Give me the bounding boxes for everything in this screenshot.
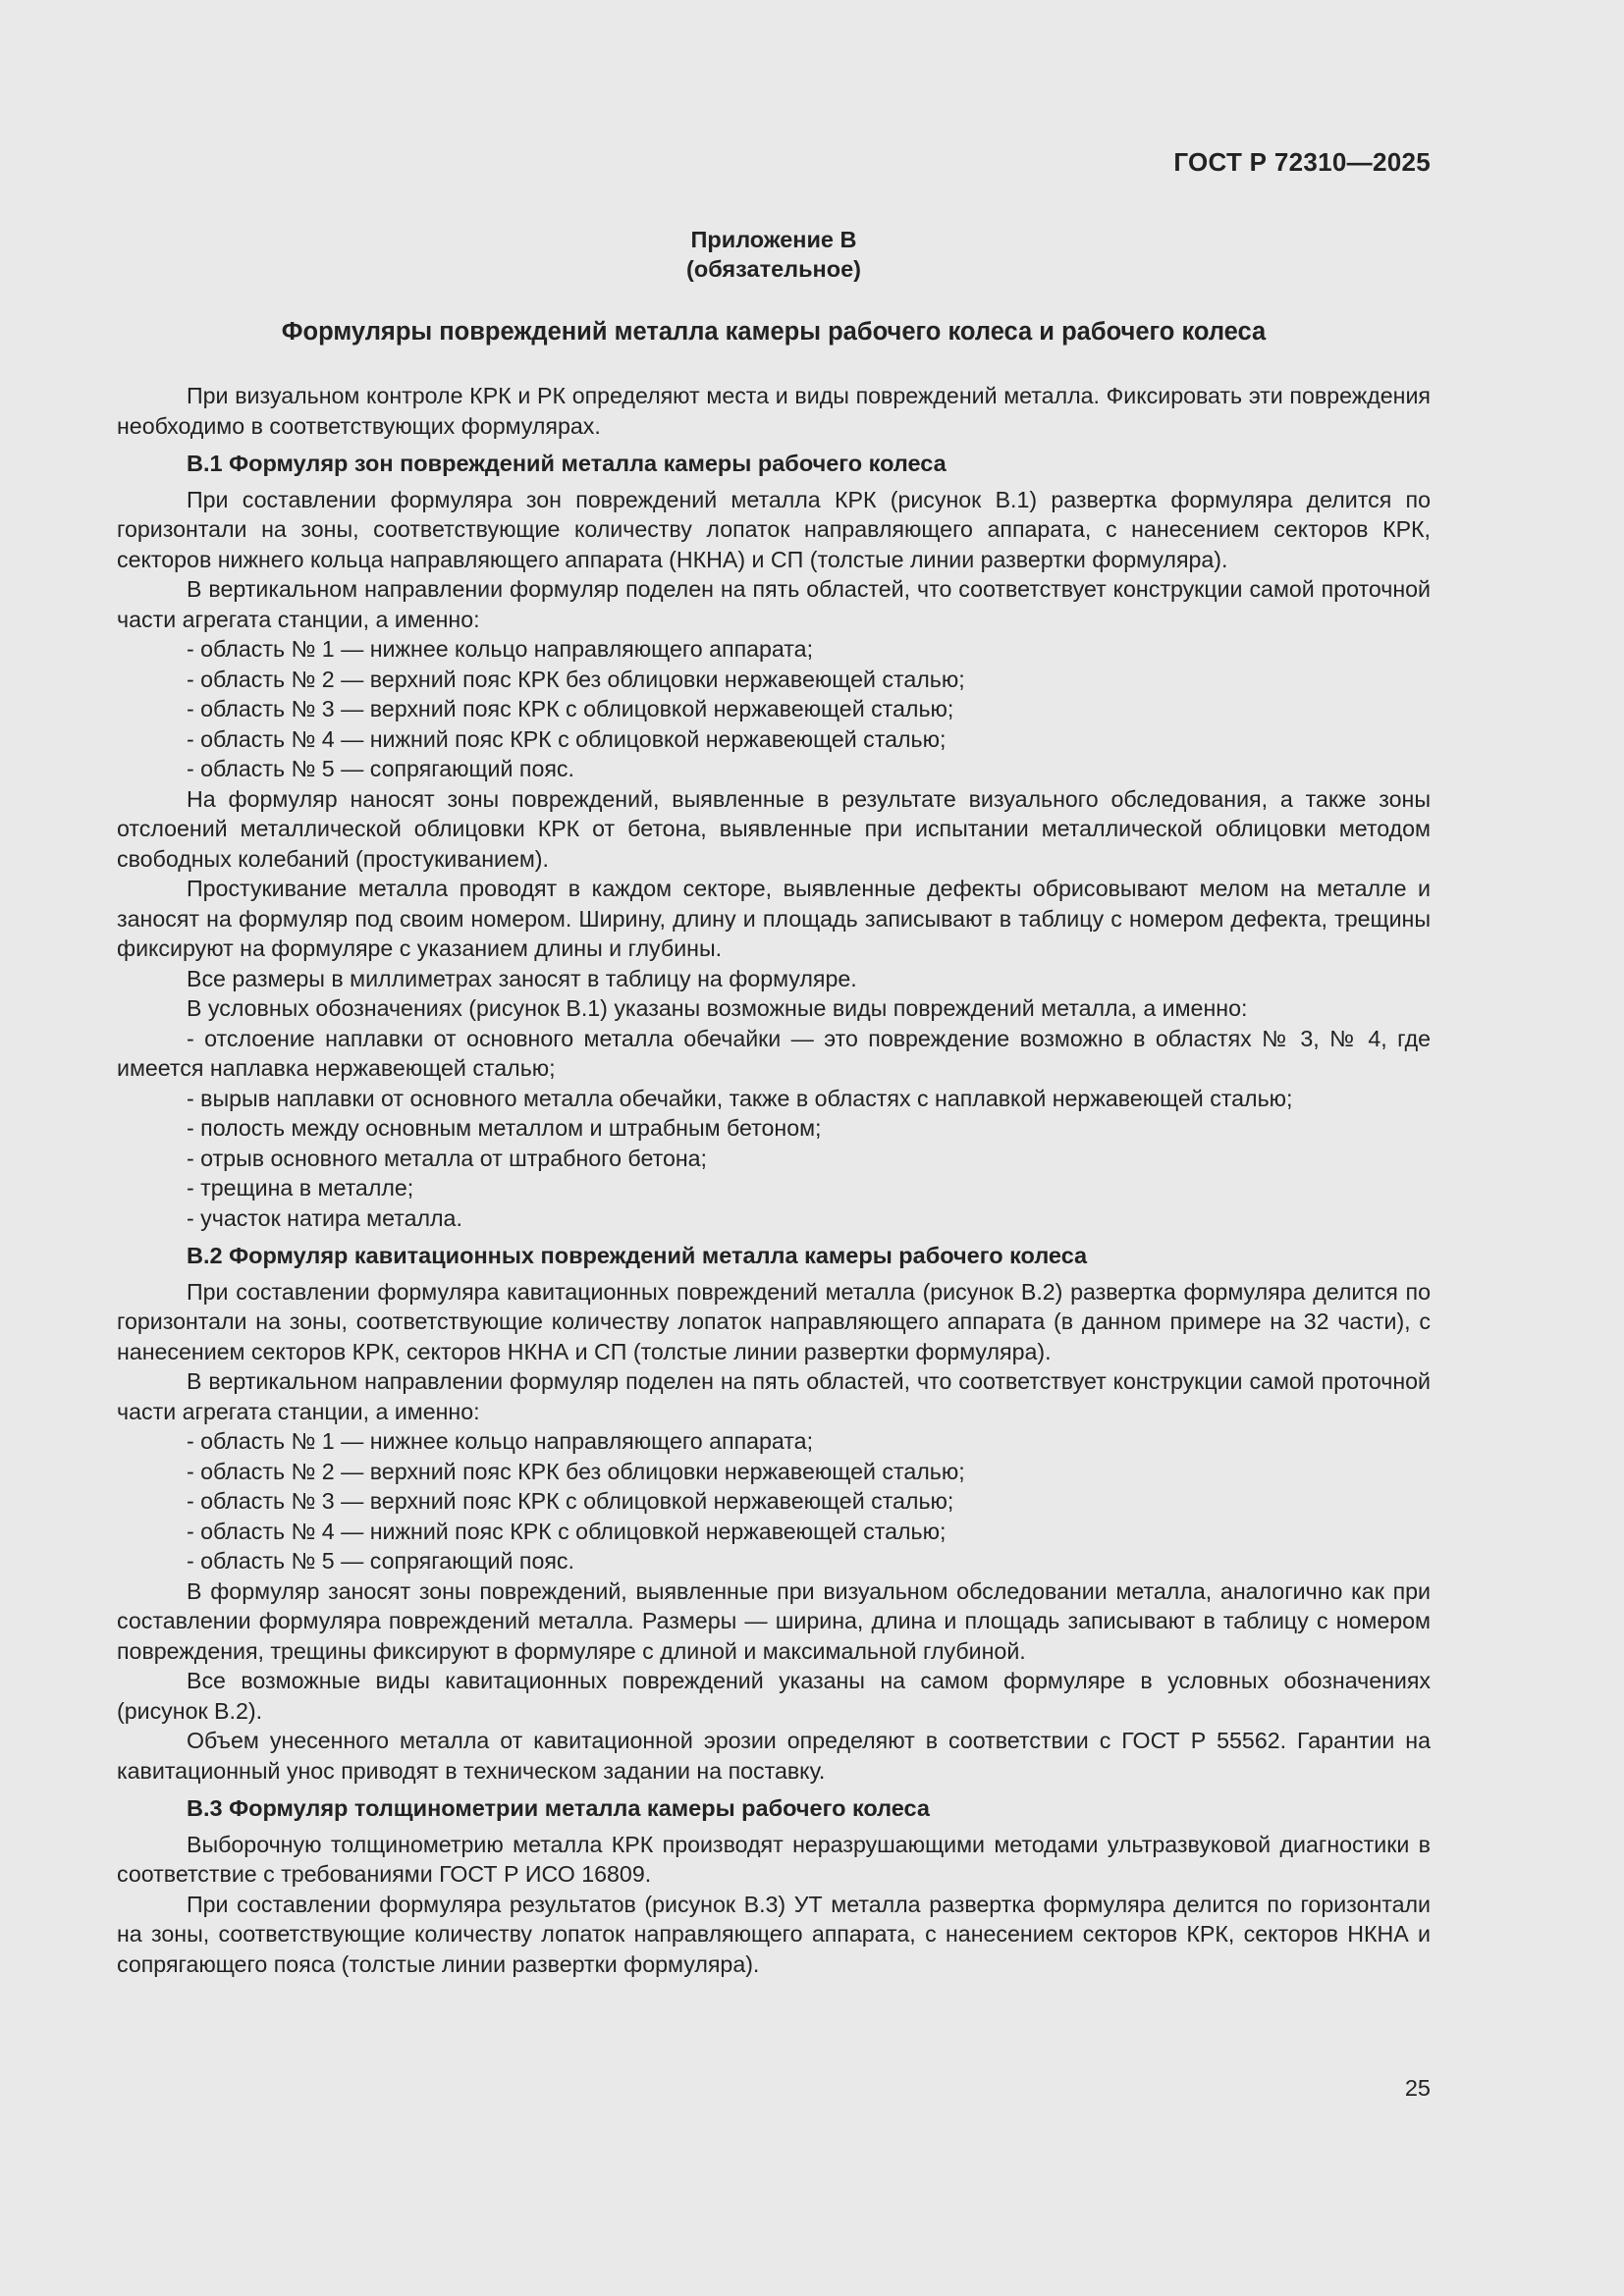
paragraph: В вертикальном направлении формуляр поделен на пять областей, что соответствует конструкции самой проточной части агрегата станции, а именно:: [117, 576, 1431, 632]
list-item: - отрыв основного металла от штрабного бетона;: [187, 1145, 707, 1171]
section-b3-heading: В.3 Формуляр толщинометрии металла камеры рабочего колеса: [187, 1795, 930, 1821]
appendix-title: Приложение В: [690, 227, 857, 252]
section-b1-heading: В.1 Формуляр зон повреждений металла камеры рабочего колеса: [187, 451, 947, 476]
paragraph: При составлении формуляра кавитационных повреждений металла (рисунок В.2) развертка формуляра делится по горизонтали на зоны, соответствующие количеству лопаток направляющего аппарата (в данном примере на 32 части), с нанесением секторов КРК, секторов НКНА и СП (толстые линии развертки формуляра).: [117, 1278, 1431, 1364]
list-item: - область № 1 — нижнее кольцо направляющего аппарата;: [187, 1428, 814, 1454]
list-item: - область № 3 — верхний пояс КРК с облицовкой нержавеющей сталью;: [187, 696, 954, 721]
list-item: - область № 4 — нижний пояс КРК с облицовкой нержавеющей сталью;: [187, 725, 947, 752]
paragraph: Выборочную толщинометрию металла КРК производят неразрушающими методами ультразвуковой диагностики в соответствие с требованиями ГОСТ Р ИСО 16809.: [117, 1831, 1431, 1887]
paragraph: При составлении формуляра зон повреждений металла КРК (рисунок В.1) развертка формуляра делится по горизонтали на зоны, соответствующие количеству лопаток направляющего аппарата, с нанесением секторов КРК, секторов нижнего кольца направляющего аппарата (НКНА) и СП (толстые линии развертки формуляра).: [117, 486, 1431, 572]
paragraph: Простукивание металла проводят в каждом секторе, выявленные дефекты обрисовывают мелом на металле и заносят на формуляр под своим номером. Ширину, длину и площадь записывают в таблицу с номером дефекта, трещины фиксируют на формуляре с указанием длины и глубины.: [117, 876, 1431, 961]
list-item: - область № 4 — нижний пояс КРК с облицовкой нержавеющей сталью;: [187, 1518, 947, 1544]
list-item: - область № 5 — сопрягающий пояс.: [187, 756, 574, 781]
paragraph: В условных обозначениях (рисунок В.1) указаны возможные виды повреждений металла, а именно:: [187, 995, 1248, 1021]
paragraph: В формуляр заносят зоны повреждений, выявленные при визуальном обследовании металла, аналогично как при составлении формуляра повреждений металла. Размеры — ширина, длина и площадь записывают в таблицу с номером повреждения, трещины фиксируют в формуляре с длиной и максимальной глубиной.: [117, 1577, 1431, 1664]
paragraph: В вертикальном направлении формуляр поделен на пять областей, что соответствует конструкции самой проточной части агрегата станции, а именно:: [117, 1368, 1431, 1424]
appendix-status: (обязательное): [686, 256, 861, 282]
document-id: ГОСТ Р 72310—2025: [1173, 147, 1431, 177]
list-item: - область № 2 — верхний пояс КРК без облицовки нержавеющей сталью;: [187, 666, 965, 692]
paragraph: При составлении формуляра результатов (рисунок В.3) УТ металла развертка формуляра делится по горизонтали на зоны, соответствующие количеству лопаток направляющего аппарата, с нанесением секторов КРК, секторов НКНА и сопрягающего пояса (толстые линии развертки формуляра).: [117, 1891, 1431, 1977]
list-item: - полость между основным металлом и штрабным бетоном;: [187, 1115, 822, 1141]
list-item: - область № 2 — верхний пояс КРК без облицовки нержавеющей сталью;: [187, 1458, 965, 1484]
section-b2-heading: В.2 Формуляр кавитационных повреждений металла камеры рабочего колеса: [187, 1243, 1088, 1268]
list-item: - область № 3 — верхний пояс КРК с облицовкой нержавеющей сталью;: [187, 1488, 954, 1514]
list-item: - вырыв наплавки от основного металла обечайки, также в областях с наплавкой нержавеющей сталью;: [187, 1085, 1293, 1111]
document-page: [117, 0, 1431, 2296]
paragraph: Все размеры в миллиметрах заносят в таблицу на формуляре.: [187, 965, 857, 991]
list-item: - область № 1 — нижнее кольцо направляющего аппарата;: [187, 636, 814, 662]
page-number: 25: [1404, 2075, 1431, 2101]
intro-paragraph: При визуальном контроле КРК и РК определяют места и виды повреждений металла. Фиксировать эти повреждения необходимо в соответствующих формулярах.: [117, 383, 1431, 439]
list-item: - участок натира металла.: [187, 1204, 462, 1231]
appendix-main-title: Формуляры повреждений металла камеры рабочего колеса и рабочего колеса: [281, 318, 1267, 346]
list-item: - область № 5 — сопрягающий пояс.: [187, 1548, 574, 1574]
list-item: - трещина в металле;: [187, 1175, 414, 1201]
list-item: - отслоение наплавки от основного металла обечайки — это повреждение возможно в областях № 3, № 4, где имеется наплавка нержавеющей сталью;: [117, 1025, 1431, 1081]
document-body: [117, 381, 1431, 1979]
paragraph: На формуляр наносят зоны повреждений, выявленные в результате визуального обследования, а также зоны отслоений металлической облицовки КРК от бетона, выявленные при испытании металлической облицовки методом свободных колебаний (простукиванием).: [117, 785, 1431, 872]
paragraph: Все возможные виды кавитационных повреждений указаны на самом формуляре в условных обозначениях (рисунок В.2).: [117, 1668, 1431, 1724]
paragraph: Объем унесенного металла от кавитационной эрозии определяют в соответствии с ГОСТ Р 55562. Гарантии на кавитационный унос приводят в техническом задании на поставку.: [117, 1728, 1431, 1784]
appendix-heading: [117, 225, 1431, 284]
